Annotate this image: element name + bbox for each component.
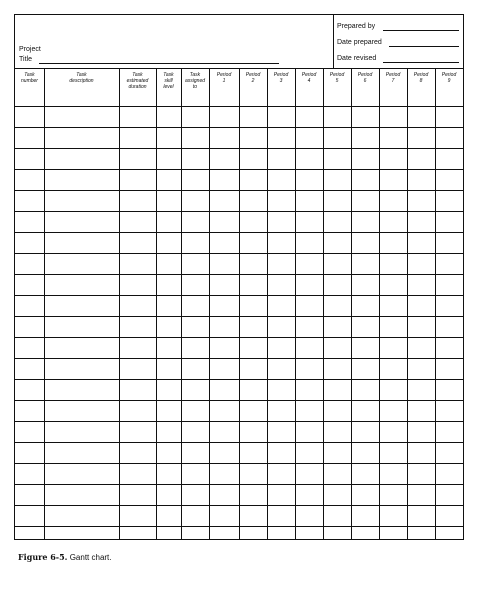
table-row-rule [15, 295, 463, 296]
column-header [182, 72, 208, 90]
column-header-text: Period [357, 72, 373, 78]
column-header [352, 72, 378, 84]
figure-caption [18, 552, 112, 562]
header-divider [333, 15, 334, 68]
column-header [157, 72, 180, 90]
column-header-text: 7 [391, 78, 395, 84]
table-row-rule [15, 400, 463, 401]
column-divider [119, 69, 120, 540]
column-header [240, 72, 266, 84]
column-header-text: Period [273, 72, 289, 78]
column-header [16, 72, 43, 84]
column-header [408, 72, 434, 84]
table-row-rule [15, 358, 463, 359]
prepared-by-field-line[interactable] [383, 30, 459, 31]
table-row-rule [15, 463, 463, 464]
column-header-text: estimated [126, 78, 149, 84]
column-header-text: Period [413, 72, 429, 78]
column-header-text: Period [329, 72, 345, 78]
table-row-rule [15, 316, 463, 317]
table-row-rule [15, 442, 463, 443]
column-header [268, 72, 294, 84]
column-header [436, 72, 462, 84]
figure-caption-text: Gantt chart. [69, 553, 112, 562]
table-row-rule [15, 190, 463, 191]
column-header-text: assigned [184, 78, 205, 84]
table-row-rule [15, 484, 463, 485]
table-row-rule [15, 337, 463, 338]
column-header [45, 72, 118, 84]
column-header-text: 8 [419, 78, 423, 84]
column-header [380, 72, 406, 84]
column-divider [156, 69, 157, 540]
column-header-text: description [69, 78, 94, 84]
column-header-text: 3 [279, 78, 283, 84]
table-row-rule [15, 253, 463, 254]
column-header-text: Period [385, 72, 401, 78]
column-header-text: number [21, 78, 38, 84]
table-row-rule [15, 169, 463, 170]
figure-number: Figure 6-5. [18, 552, 68, 562]
column-header-text: Period [441, 72, 457, 78]
column-divider [435, 69, 436, 540]
column-header-text: 1 [222, 78, 226, 84]
column-divider [181, 69, 182, 540]
column-header [120, 72, 155, 90]
table-row-rule [15, 127, 463, 128]
column-header-text: 5 [335, 78, 339, 84]
column-divider [44, 69, 45, 540]
table-row-rule [15, 421, 463, 422]
gantt-grid [15, 69, 463, 540]
prepared-by-label: Prepared by [337, 23, 376, 30]
column-header-text: 6 [363, 78, 367, 84]
date-prepared-field-line[interactable] [389, 46, 459, 47]
column-header-text: Task [76, 72, 87, 78]
column-header-text: Task [24, 72, 35, 78]
table-row-rule [15, 274, 463, 275]
column-divider [267, 69, 268, 540]
table-row-rule [15, 148, 463, 149]
date-revised-label: Date revised [337, 55, 377, 62]
title-field-line[interactable] [39, 63, 279, 64]
column-header-text: Period [245, 72, 261, 78]
column-header-text: skill [164, 78, 173, 84]
column-divider [209, 69, 210, 540]
column-header [210, 72, 238, 84]
column-divider [351, 69, 352, 540]
column-header [324, 72, 350, 84]
column-header-text: Task [189, 72, 201, 78]
table-row-rule [15, 232, 463, 233]
date-revised-field-line[interactable] [383, 62, 459, 63]
header-row-rule [15, 106, 463, 107]
column-header-text: Period [216, 72, 232, 78]
gantt-form [14, 14, 464, 540]
column-header-text: Task [163, 72, 174, 78]
table-row-rule [15, 505, 463, 506]
column-header [296, 72, 322, 84]
column-header-text: Task [132, 72, 143, 78]
table-row-rule [15, 379, 463, 380]
column-header-text: 9 [447, 78, 451, 84]
column-header-text: to [192, 84, 198, 90]
column-header-text: level [163, 84, 174, 90]
date-prepared-label: Date prepared [337, 39, 382, 46]
column-divider [323, 69, 324, 540]
form-header [15, 15, 463, 69]
project-label: Project [19, 46, 41, 53]
column-header-text: 2 [251, 78, 255, 84]
column-divider [239, 69, 240, 540]
column-header-text: duration [128, 84, 147, 90]
title-label: Title [19, 56, 32, 63]
table-row-rule [15, 526, 463, 527]
column-divider [407, 69, 408, 540]
column-divider [295, 69, 296, 540]
column-header-text: 4 [307, 78, 311, 84]
column-divider [379, 69, 380, 540]
table-row-rule [15, 211, 463, 212]
column-header-text: Period [301, 72, 317, 78]
